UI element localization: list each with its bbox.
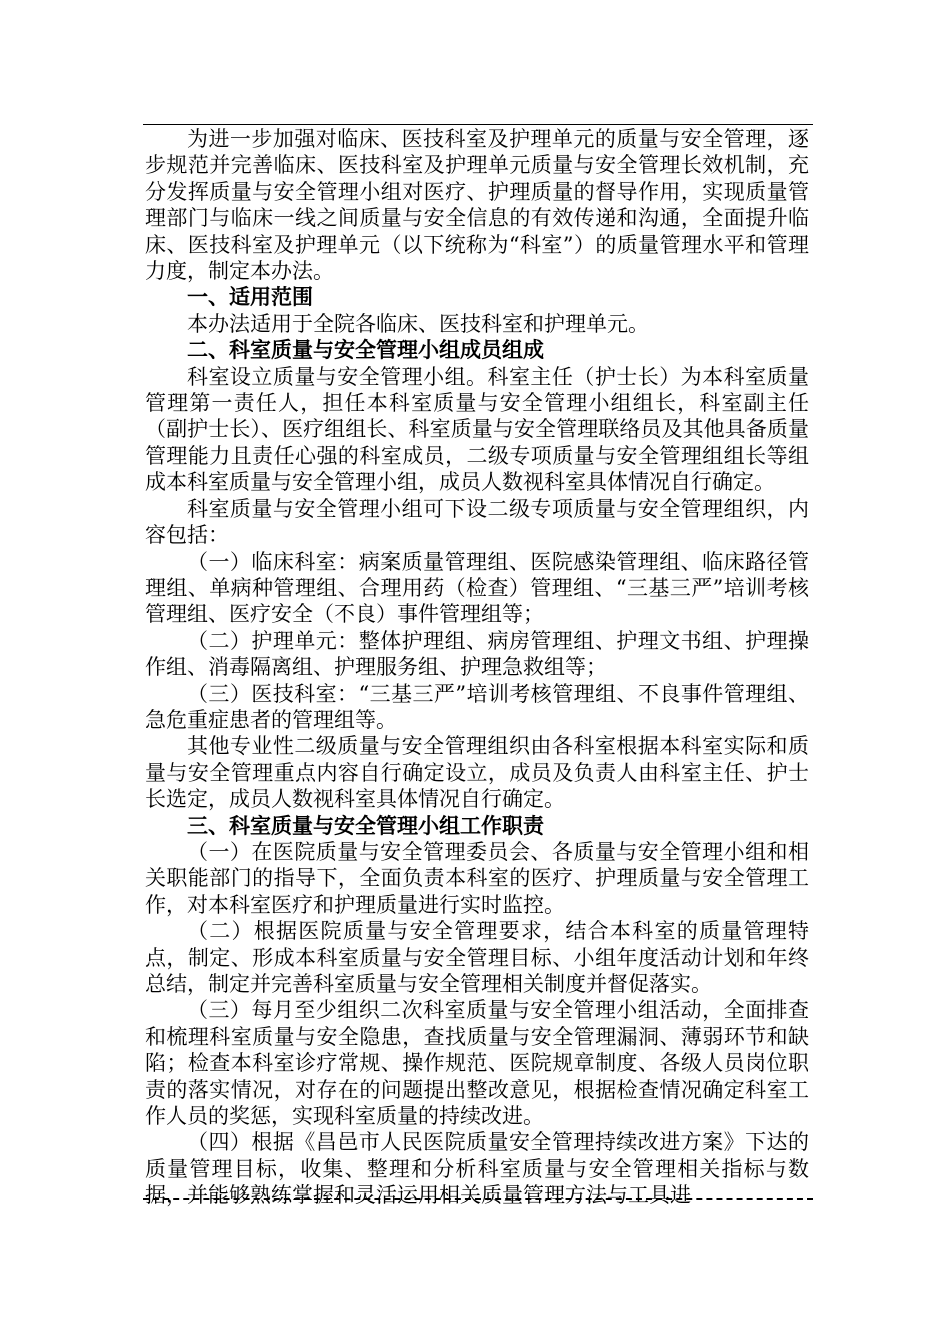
duty-item-4: （四）根据《昌邑市人民医院质量安全管理持续改进方案》下达的质量管理目标，收集、整理和分析科室质量与安全管理相关指标与数据，并能够熟练掌握和灵活运用相关质量管理方法与工具进 bbox=[145, 1130, 809, 1208]
scope-paragraph: 本办法适用于全院各临床、医技科室和护理单元。 bbox=[187, 311, 649, 336]
duty-item-1: （一）在医院质量与安全管理委员会、各质量与安全管理小组和相关职能部门的指导下，全面负责本科室的医疗、护理质量与安全管理工作，对本科室医疗和护理质量进行实时监控。 bbox=[145, 839, 809, 917]
duty-item-2: （二）根据医院质量与安全管理要求，结合本科室的质量管理特点，制定、形成本科室质量与安全管理目标、小组年度活动计划和年终总结，制定并完善科室质量与安全管理相关制度并督促落实。 bbox=[145, 919, 809, 996]
section-heading-composition: 二、科室质量与安全管理小组成员组成 bbox=[187, 337, 544, 363]
nursing-groups-item: （二）护理单元：整体护理组、病房管理组、护理文书组、护理操作组、消毒隔离组、护理服务组、护理急救组等； bbox=[145, 628, 809, 680]
section-heading-scope: 一、适用范围 bbox=[187, 284, 313, 310]
composition-paragraph: 科室设立质量与安全管理小组。科室主任（护士长）为本科室质量管理第一责任人，担任本科室质量与安全管理小组组长，科室副主任（副护士长）、医疗组组长、科室质量与安全管理联络员及其他具备质量管理能力且责任心强的科室成员，二级专项质量与安全管理组组长等组成本科室质量与安全管理小组，成员人数视科室具体情况自行确定。 bbox=[145, 364, 809, 495]
other-groups-paragraph: 其他专业性二级质量与安全管理组织由各科室根据本科室实际和质量与安全管理重点内容自行确定设立，成员及负责人由科室主任、护士长选定，成员人数视科室具体情况自行确定。 bbox=[145, 734, 809, 812]
bottom-dashed-rule bbox=[143, 1198, 813, 1200]
section-heading-duties: 三、科室质量与安全管理小组工作职责 bbox=[187, 812, 544, 838]
intro-paragraph: 为进一步加强对临床、医技科室及护理单元的质量与安全管理，逐步规范并完善临床、医技科室及护理单元质量与安全管理长效机制，充分发挥质量与安全管理小组对医疗、护理质量的督导作用，实现质量管理部门与临床一线之间质量与安全信息的有效传递和沟通，全面提升临床、医技科室及护理单元（以下统称为“科室”）的质量管理水平和管理力度，制定本办法。 bbox=[145, 127, 809, 284]
top-rule bbox=[143, 124, 813, 125]
duty-item-3: （三）每月至少组织二次科室质量与安全管理小组活动，全面排查和梳理科室质量与安全隐患，查找质量与安全管理漏洞、薄弱环节和缺陷；检查本科室诊疗常规、操作规范、医院规章制度、各级人员岗位职责的落实情况，对存在的问题提出整改意见，根据检查情况确定科室工作人员的奖惩，实现科室质量的持续改进。 bbox=[145, 998, 809, 1129]
sub-groups-paragraph: 科室质量与安全管理小组可下设二级专项质量与安全管理组织，内容包括： bbox=[145, 496, 809, 548]
document-body bbox=[145, 126, 809, 1209]
clinical-groups-item: （一）临床科室：病案质量管理组、医院感染管理组、临床路径管理组、单病种管理组、合理用药（检查）管理组、“三基三严”培训考核管理组、医疗安全（不良）事件管理组等； bbox=[145, 549, 809, 627]
medtech-groups-item: （三）医技科室：“三基三严”培训考核管理组、不良事件管理组、急危重症患者的管理组等。 bbox=[145, 681, 809, 732]
